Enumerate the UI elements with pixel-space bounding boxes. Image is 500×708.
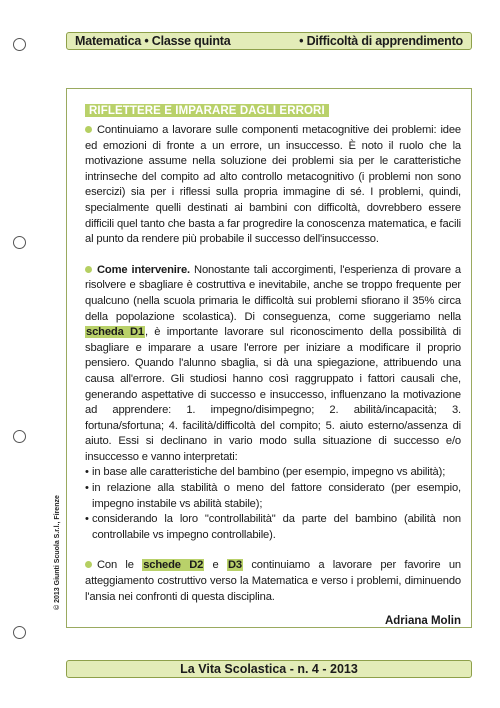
- factor-list: [85, 465, 461, 543]
- page-header: [66, 32, 472, 50]
- binder-hole-3: [13, 430, 26, 443]
- paragraph-1: [85, 123, 461, 248]
- list-item: • in base alle caratteristiche del bambino (per esempio, impegno vs abilità);: [85, 465, 461, 481]
- header-subject: Matematica • Classe quinta: [75, 34, 231, 48]
- header-topic: • Difficoltà di apprendimento: [299, 34, 463, 48]
- section-title: RIFLETTERE E IMPARARE DAGLI ERRORI: [85, 104, 329, 117]
- bullet-dot-icon: [85, 266, 92, 273]
- paragraph-1-text: Continuiamo a lavorare sulle componenti metacognitive dei problemi: idee ed emozioni di fronte a un errore, un insuccesso. È noto il ruolo che la motivazione assume nella soluzione dei problemi sia per le caratteristiche intrinseche del compito ad alto controllo metacognitivo (i problemi non sono esercizi) sia per i riflessi sulla propria immagine di sé. I problemi, quindi, specialmente quelli destinati ai bambini con difficoltà, dovrebbero essere difficili quel tanto che basta a far progredire la conoscenza matematica, e facili al punto da rendere più probabile il successo dell'insuccesso.: [85, 124, 461, 246]
- binder-hole-4: [13, 626, 26, 639]
- paragraph-3-text-b: continuiamo a lavorare per favorire un atteggiamento costruttivo verso la Matematica e verso i problemi, diminuendo l'ansia nei confronti di questa disciplina.: [85, 559, 461, 603]
- paragraph-2-text-b: , è importante lavorare sul riconoscimento della possibilità di sbagliare e imparare a usare l'errore per iniziare a modificare il proprio pensiero. Quando l'alunno sbaglia, si dà una spiegazione, attribuendo una causa all'errore. Gli studiosi hanno così raggruppato i fattori causali che, generando aspettative di successo e insuccesso, influenzano la motivazione ad apprendere: 1. impegno/disimpegno; 2. abilità/incapacità; 3. fortuna/sfortuna; 4. facilità/difficoltà del compito; 5. aiuto esterno/assenza di aiuto. Essi si declinano in vario modo sulla situazione di successo e/o insuccesso e vanno interpretati:: [85, 326, 462, 463]
- paragraph-3: [85, 558, 461, 605]
- bullet-dot-icon: [85, 561, 92, 568]
- binder-hole-2: [13, 236, 26, 249]
- article-body: [85, 101, 461, 627]
- footer-issue: La Vita Scolastica - n. 4 - 2013: [180, 662, 358, 676]
- paragraph-2-lead: Come intervenire.: [97, 263, 191, 276]
- paragraph-2-text-a: Nonostante tali accorgimenti, l'esperienza di provare a risolvere e sbagliare è costruttiva e inevitabile, anche se troppo frequente per qualcuno (nella scuola primaria le difficoltà sui problemi sfiorano il 35% circa della popolazione scolastica). Di conseguenza, come suggeriamo nella: [85, 263, 461, 323]
- list-item: • in relazione alla stabilità o meno del fattore considerato (per esempio, impegno instabile vs abilità stabile);: [85, 481, 461, 512]
- paragraph-3-conj: e: [204, 559, 227, 572]
- paragraph-3-text-a: Con le: [97, 559, 143, 572]
- ref-scheda-d2: schede D2: [143, 559, 204, 572]
- ref-scheda-d1: scheda D1: [86, 326, 144, 339]
- paragraph-2: [85, 263, 461, 544]
- bullet-dot-icon: [85, 126, 92, 133]
- ref-scheda-d3: D3: [227, 559, 242, 572]
- list-item: • considerando la loro "controllabilità" da parte del bambino (abilità non controllabile vs impegno controllabile).: [85, 512, 461, 543]
- copyright-notice: © 2013 Giunti Scuola S.r.l., Firenze: [54, 495, 61, 610]
- author-name: Adriana Molin: [384, 615, 461, 628]
- page-footer: [66, 660, 472, 678]
- binder-hole-1: [13, 38, 26, 51]
